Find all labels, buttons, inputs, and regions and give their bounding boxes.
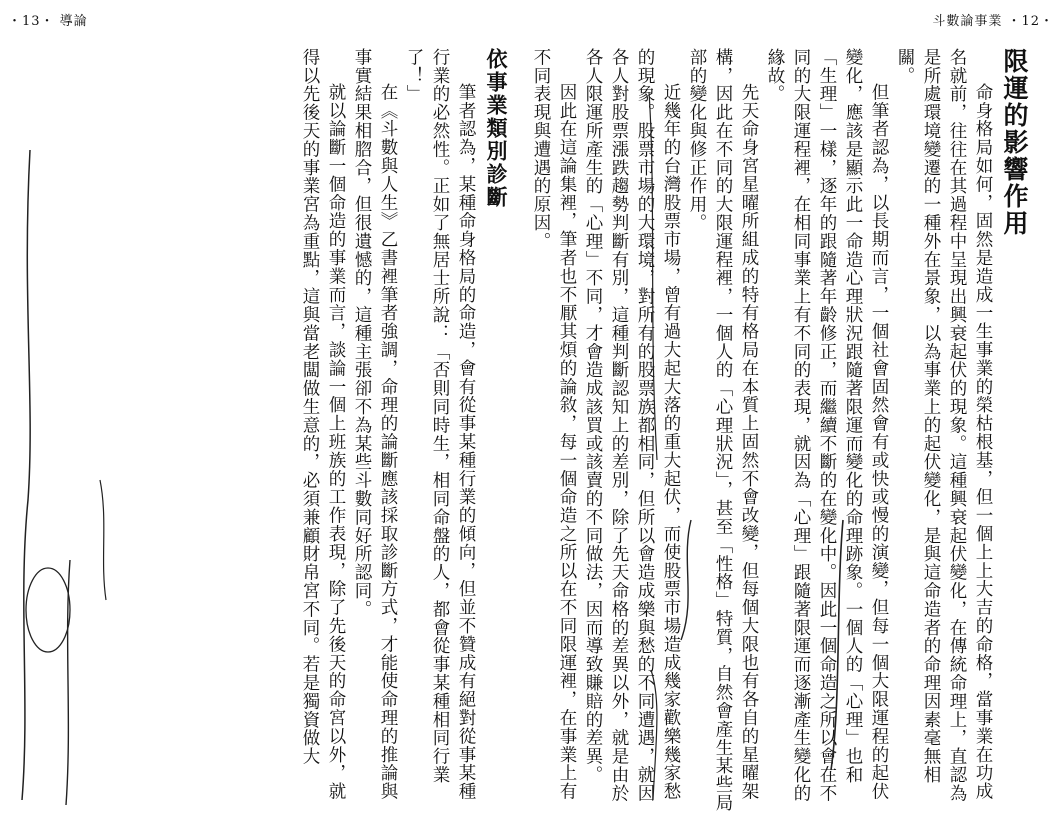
paragraph: 命身格局如何，固然是造成一生事業的榮枯根基，但一個上上大吉的命格，當事業在功成名就前，往往在其過程中呈現出興衰起伏的現象。這種興衰起伏變化，在傳統命理上，直認為是所處環境變遷的一種外在景象，以為事業上的起伏變化，是與這命造者的命理因素毫無相關。: [895, 48, 993, 803]
paragraph: 先天命身宮星曜所組成的特有格局在本質上固然不會改變，但每個大限也有各自的星曜架構，因此在不同的大限運程裡，一個人的「心理狀況」，甚至「性格」特質，自然會產生某些局部的變化與修正作用。: [687, 48, 759, 813]
right-page: [531, 0, 1062, 835]
section-subheading: 依事業類別診斷: [484, 48, 509, 209]
paragraph: 近幾年的台灣股票市場，曾有過大起大落的重大起伏，而使股票市場造成幾家歡樂幾家愁的現象。股票市場的大環境，對所有的股票族都相同，但所以會造成樂與愁的不同遭遇，就因各人對股票漲跌趨勢判斷有別，這種判斷認知上的差別，除了先天命格的差異以外，就是由於各人限運所產生的「心理」不同，才會造成該買或該賣的不同做法，因而導致賺賠的差異。: [583, 48, 681, 803]
right-page-body: [531, 48, 1032, 818]
left-page-header: ・13・ 導論: [8, 14, 88, 29]
paragraph: 但筆者認為，以長期而言，一個社會固然會有或快或慢的演變，但每一個大限運程的起伏變化，應該是顯示此一命造心理狀況跟隨著限運而變化的命理跡象。一個人的「心理」也和「生理」一樣，逐年的跟隨著年齡修正，而繼續不斷的在變化中。因此一個命造之所以會在不同的大限運程裡，在相同事業上有不同的表現，就因為「心理」跟隨著限運而逐漸產生變化的緣故。: [765, 48, 889, 803]
section-heading: 限運的影響作用: [1000, 48, 1029, 237]
left-page-body: [0, 48, 513, 818]
paragraph: 筆者認為，某種命身格局的命造，會有從事某種行業的傾向，但並不贊成有絕對從事某種行業的必然性。正如了無居士所說：「否則同時生，相同命盤的人，都會從事某種相同行業了！」: [404, 48, 476, 801]
paragraph: 在《斗數與人生》乙書裡筆者強調，命理的論斷應該採取診斷方式，才能使命理的推論與事實結果相脗合，但很遺憾的，這種主張卻不為某些斗數同好所認同。: [352, 48, 398, 801]
right-page-header: 斗數論事業 ・12・: [932, 14, 1054, 29]
paragraph: 就以論斷一個命造的事業而言，談論一個上班族的工作表現，除了先後天的命宮以外，就得以先後天的事業宮為重點，這與當老闆做生意的，必須兼顧財帛宮不同。若是獨資做大: [300, 48, 346, 801]
paragraph: 因此在這論集裡，筆者也不厭其煩的論敘，每一個命造之所以在不同限運裡，在事業上有不同表現與遭遇的原因。: [531, 48, 577, 801]
